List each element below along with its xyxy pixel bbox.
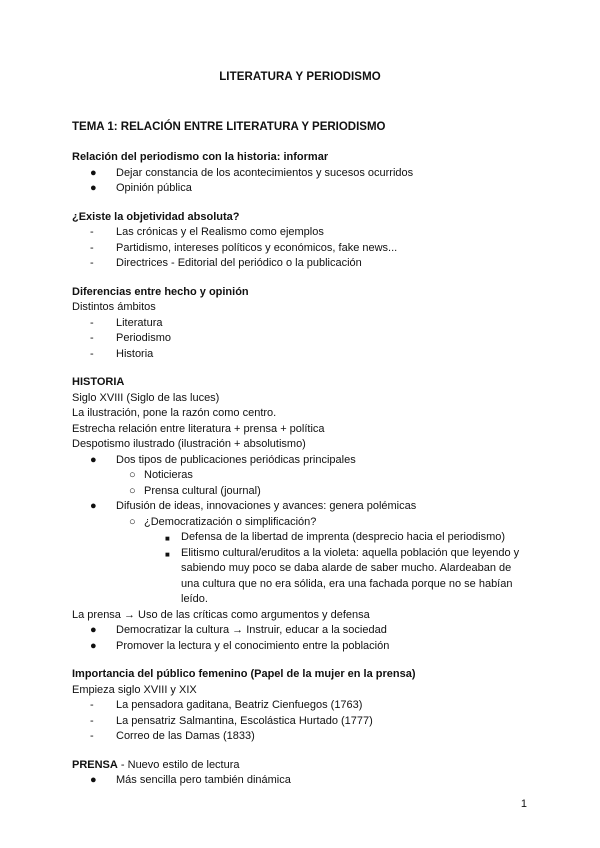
list-item: ○ ¿Democratización o simplificación? — [72, 515, 542, 531]
page-number: 1 — [520, 798, 527, 810]
list-item: ● Democratizar la cultura → Instruir, educar a la sociedad — [72, 623, 542, 639]
section-heading-informar: Relación del periodismo con la historia: informar — [72, 151, 329, 163]
section-heading-objetividad: ¿Existe la objetividad absoluta? — [72, 210, 240, 223]
section-intro: Distintos ámbitos — [72, 301, 156, 313]
list-item: ● Dos tipos de publicaciones periódicas principales — [72, 453, 542, 469]
bullet-icon: ● — [90, 774, 97, 786]
bullet-icon: ● — [90, 624, 97, 636]
text-line: Siglo XVIII (Siglo de las luces) — [72, 391, 220, 404]
bullet-icon: ● — [90, 639, 97, 652]
dash-marker: - — [90, 316, 94, 329]
circle-bullet-icon: ○ — [129, 515, 136, 528]
circle-bullet-icon: ○ — [129, 484, 136, 497]
document-title: LITERATURA Y PERIODISMO — [219, 71, 381, 83]
bullet-icon: ● — [90, 453, 97, 466]
list-item: ■ Defensa de la libertad de imprenta (desprecio hacia el periodismo) — [72, 530, 542, 546]
document-body — [72, 121, 542, 789]
text-line: La ilustración, pone la razón como centro. — [72, 407, 277, 419]
list-item: - Correo de las Damas (1833) — [72, 729, 542, 745]
list-item: - Las crónicas y el Realismo como ejemplos — [72, 225, 542, 241]
dash-marker: - — [90, 332, 94, 344]
list-item: - Historia — [72, 347, 542, 363]
bullet-icon: ● — [90, 182, 97, 194]
text-line: Despotismo ilustrado (ilustración + absolutismo) — [72, 438, 306, 450]
square-bullet-icon: ■ — [165, 549, 170, 559]
text-line: La prensa → Uso de las críticas como argumentos y defensa — [72, 608, 370, 621]
list-item: ■ Elitismo cultural/eruditos a la violeta: aquella población que leyendo y sabiendo muy poco se daba alarde de saber mucho. Alardeaban de una cultura que no era sólida, era una fachada porque no se habían leído. — [165, 546, 520, 605]
text-line: Estrecha relación entre literatura + prensa + política — [72, 422, 325, 435]
bullet-icon: ● — [90, 166, 97, 179]
section-heading-prensa: PRENSA - Nuevo estilo de lectura — [72, 758, 240, 771]
section-heading-publico-femenino: Importancia del público femenino (Papel de la mujer en la prensa) — [72, 668, 416, 680]
list-item: - Periodismo — [72, 331, 542, 347]
list-item: ● Promover la lectura y el conocimiento entre la población — [72, 639, 542, 655]
topic-heading: TEMA 1: RELACIÓN ENTRE LITERATURA Y PERIODISMO — [72, 121, 386, 133]
dash-marker: - — [90, 730, 94, 742]
dash-marker: - — [90, 226, 94, 238]
list-item: - Literatura — [72, 316, 542, 332]
dash-marker: - — [90, 699, 94, 711]
bullet-icon: ● — [90, 500, 97, 512]
dash-marker: - — [90, 347, 94, 360]
list-item: - Directrices - Editorial del periódico o la publicación — [72, 256, 542, 272]
list-item: - La pensatriz Salmantina, Escolástica Hurtado (1777) — [72, 714, 542, 730]
list-item: ○ Noticieras — [72, 468, 542, 484]
circle-bullet-icon: ○ — [129, 469, 136, 481]
dash-marker: - — [90, 241, 94, 254]
list-item: ● Difusión de ideas, innovaciones y avances: genera polémicas — [72, 499, 542, 515]
dash-marker: - — [90, 257, 94, 269]
list-item: ● Dejar constancia de los acontecimientos y sucesos ocurridos — [72, 166, 542, 182]
list-item: - Partidismo, intereses políticos y económicos, fake news... — [72, 241, 542, 257]
list-item: - La pensadora gaditana, Beatriz Cienfuegos (1763) — [72, 698, 542, 714]
section-heading-historia: HISTORIA — [72, 376, 125, 388]
list-item: ○ Prensa cultural (journal) — [72, 484, 542, 500]
square-bullet-icon: ■ — [165, 534, 170, 543]
dash-marker: - — [90, 714, 94, 727]
section-intro: Empieza siglo XVIII y XIX — [72, 683, 197, 696]
list-item: ● Más sencilla pero también dinámica — [72, 773, 542, 789]
list-item: ● Opinión pública — [72, 181, 542, 197]
section-heading-hecho-opinion: Diferencias entre hecho y opinión — [72, 285, 249, 298]
